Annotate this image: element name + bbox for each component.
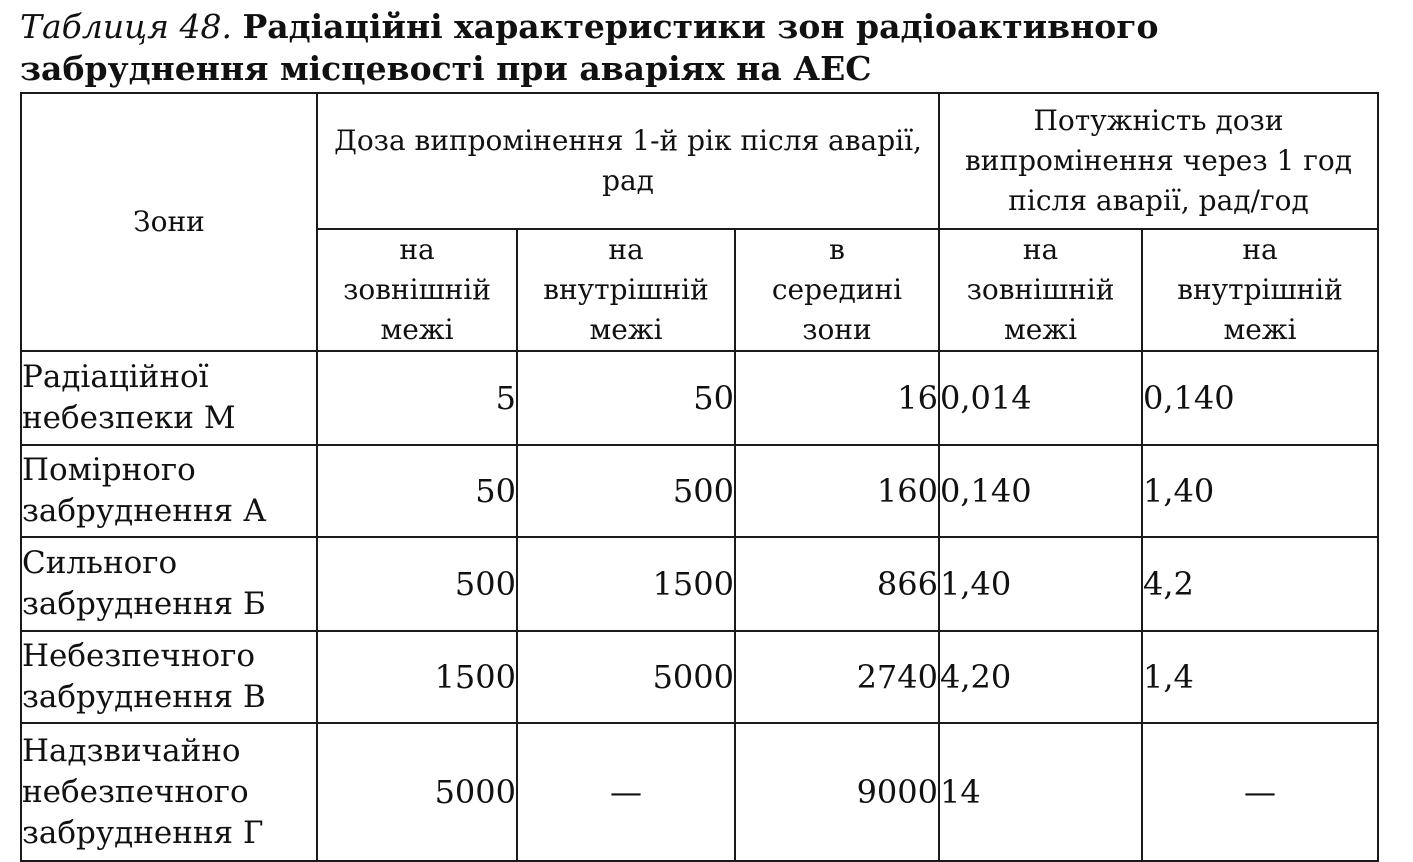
- caption-title: Радіаційні характеристики зон радіоактивного забруднення місцевості при аваріях на АЕС: [20, 7, 1159, 88]
- table-row: [21, 537, 1378, 631]
- value-cell: 50: [317, 445, 517, 537]
- value-cell: 9000: [735, 723, 939, 861]
- zone-name-cell: Сильного забруднення Б: [21, 537, 317, 631]
- value-cell: 5000: [517, 631, 735, 723]
- value-cell: 4,20: [939, 631, 1142, 723]
- value-cell: 0,140: [1142, 351, 1378, 445]
- value-cell: 0,140: [939, 445, 1142, 537]
- zone-name-cell: Помірного забруднення А: [21, 445, 317, 537]
- dose-outer-boundary-header: на зовнішній межі: [317, 229, 517, 351]
- caption-number: Таблиця 48.: [20, 7, 232, 46]
- value-cell: 1,4: [1142, 631, 1378, 723]
- zone-name-cell: Надзвичайно небезпечного забруднення Г: [21, 723, 317, 861]
- rate-inner-boundary-header: на внутрішній межі: [1142, 229, 1378, 351]
- value-cell: 5000: [317, 723, 517, 861]
- zones-column-header: Зони: [21, 93, 317, 351]
- value-cell: 500: [317, 537, 517, 631]
- value-cell: 50: [517, 351, 735, 445]
- dose-inner-boundary-header: на внутрішній межі: [517, 229, 735, 351]
- table-row: [21, 723, 1378, 861]
- value-cell: 1500: [517, 537, 735, 631]
- value-cell: 2740: [735, 631, 939, 723]
- value-cell: 866: [735, 537, 939, 631]
- value-cell: 5: [317, 351, 517, 445]
- value-cell: 1500: [317, 631, 517, 723]
- value-cell: —: [1142, 723, 1378, 861]
- zone-name-cell: Небезпечного забруднення В: [21, 631, 317, 723]
- dose-rate-group-header: Потужність дози випромінення через 1 год після аварії, рад/год: [939, 93, 1378, 229]
- value-cell: 500: [517, 445, 735, 537]
- table-row: [21, 445, 1378, 537]
- dose-group-header: Доза випромінення 1-й рік після аварії, рад: [317, 93, 939, 229]
- value-cell: 4,2: [1142, 537, 1378, 631]
- value-cell: 14: [939, 723, 1142, 861]
- value-cell: 1,40: [939, 537, 1142, 631]
- rate-outer-boundary-header: на зовнішній межі: [939, 229, 1142, 351]
- value-cell: 1,40: [1142, 445, 1378, 537]
- table-caption: [20, 6, 1400, 90]
- value-cell: 16: [735, 351, 939, 445]
- value-cell: —: [517, 723, 735, 861]
- value-cell: 160: [735, 445, 939, 537]
- dose-zone-middle-header: в середині зони: [735, 229, 939, 351]
- zone-name-cell: Радіаційної небезпеки М: [21, 351, 317, 445]
- radiation-zones-table: [20, 92, 1379, 862]
- value-cell: 0,014: [939, 351, 1142, 445]
- table-row: [21, 351, 1378, 445]
- table-row: [21, 631, 1378, 723]
